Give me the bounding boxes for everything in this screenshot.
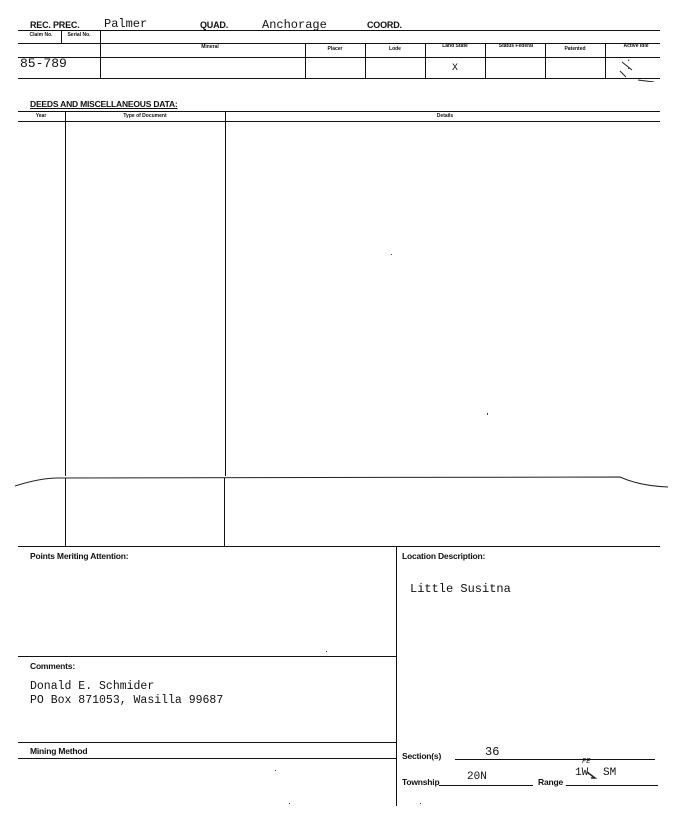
scan-speck [275,770,276,771]
points-meriting-label: Points Meriting Attention: [30,551,129,561]
township-underline [439,785,533,786]
range-annotation: FE [582,758,591,766]
col-active-idle: Active Idle [623,43,649,49]
comments-line-1[interactable]: Donald E. Schmider [30,680,155,693]
range-label: Range [538,777,563,787]
rec-prec-value[interactable]: Palmer [104,17,148,31]
meridian-value[interactable]: SM [603,767,617,779]
col-sep [305,43,306,78]
range-underline [566,785,658,786]
coord-value-field[interactable] [410,18,650,30]
col-sep [365,43,366,78]
township-value[interactable]: 20N [467,771,487,783]
col-patented: Patented [564,46,586,52]
quad-label: QUAD. [200,20,228,30]
col-sep [425,43,426,78]
township-label: Township [402,777,440,787]
scan-speck [289,803,290,804]
header-column-rule [18,43,660,44]
col-sep [545,43,546,78]
mining-method-underline [18,758,396,759]
sections-value[interactable]: 36 [485,745,500,759]
mining-method-field[interactable] [30,760,390,800]
location-description-label: Location Description: [402,551,486,561]
col-sep [100,30,101,78]
scan-speck [391,254,392,255]
mining-method-top-rule [18,742,396,743]
header-top-rule [18,30,660,31]
mineral-field[interactable] [102,58,302,76]
deeds-section-title: DEEDS AND MISCELLANEOUS DATA: [30,99,178,109]
col-lode: Lode [389,46,401,52]
col-status-federal: Status Federal [498,43,534,49]
range-correction-mark-icon [586,770,598,780]
col-year: Year [35,113,47,119]
col-claim-no: Claim No. [29,32,53,38]
col-land-state: Land State [442,43,468,49]
scan-speck [420,803,421,804]
comments-label: Comments: [30,661,75,671]
scan-speck [326,651,327,652]
col-mineral: Mineral [201,44,219,50]
sections-label: Section(s) [402,751,442,761]
land-state-mark[interactable]: X [452,63,459,74]
comments-line-2[interactable]: PO Box 871053, Wasilla 99687 [30,694,224,707]
header-bottom-rule [18,78,660,79]
deeds-col-sep-type-lower [224,478,225,546]
active-mark: · [626,56,632,66]
lower-col-sep [396,546,397,806]
points-meriting-field[interactable] [30,565,390,650]
col-sep [61,30,62,43]
deeds-col-sep-type [225,111,226,476]
mining-method-label: Mining Method [30,746,88,756]
deeds-bottom-rule [18,546,660,547]
serial-number-value[interactable]: 85-789 [20,56,67,71]
deeds-header-rule [18,121,660,122]
deeds-col-sep-year-lower [65,478,66,546]
active-idle-checkmark-icon [618,58,658,82]
quad-value[interactable]: Anchorage [262,18,327,32]
col-sep [605,43,606,78]
col-type-of-document: Type of Document [123,113,167,119]
col-placer: Placer [327,46,343,52]
col-details: Details [436,113,454,119]
scan-speck [487,413,488,415]
location-description-value[interactable]: Little Susitna [410,582,511,596]
deeds-col-sep-year [65,111,66,476]
col-serial-no: Serial No. [67,32,91,38]
page-seam [0,470,678,490]
rec-prec-label: REC. PREC. [30,20,80,30]
coord-label: COORD. [367,20,402,30]
range-value[interactable]: 1W [575,767,589,779]
sections-underline [455,759,655,760]
comments-top-rule [18,656,396,657]
col-sep [485,43,486,78]
idle-mark: · [626,64,632,74]
deeds-top-rule [18,111,660,112]
